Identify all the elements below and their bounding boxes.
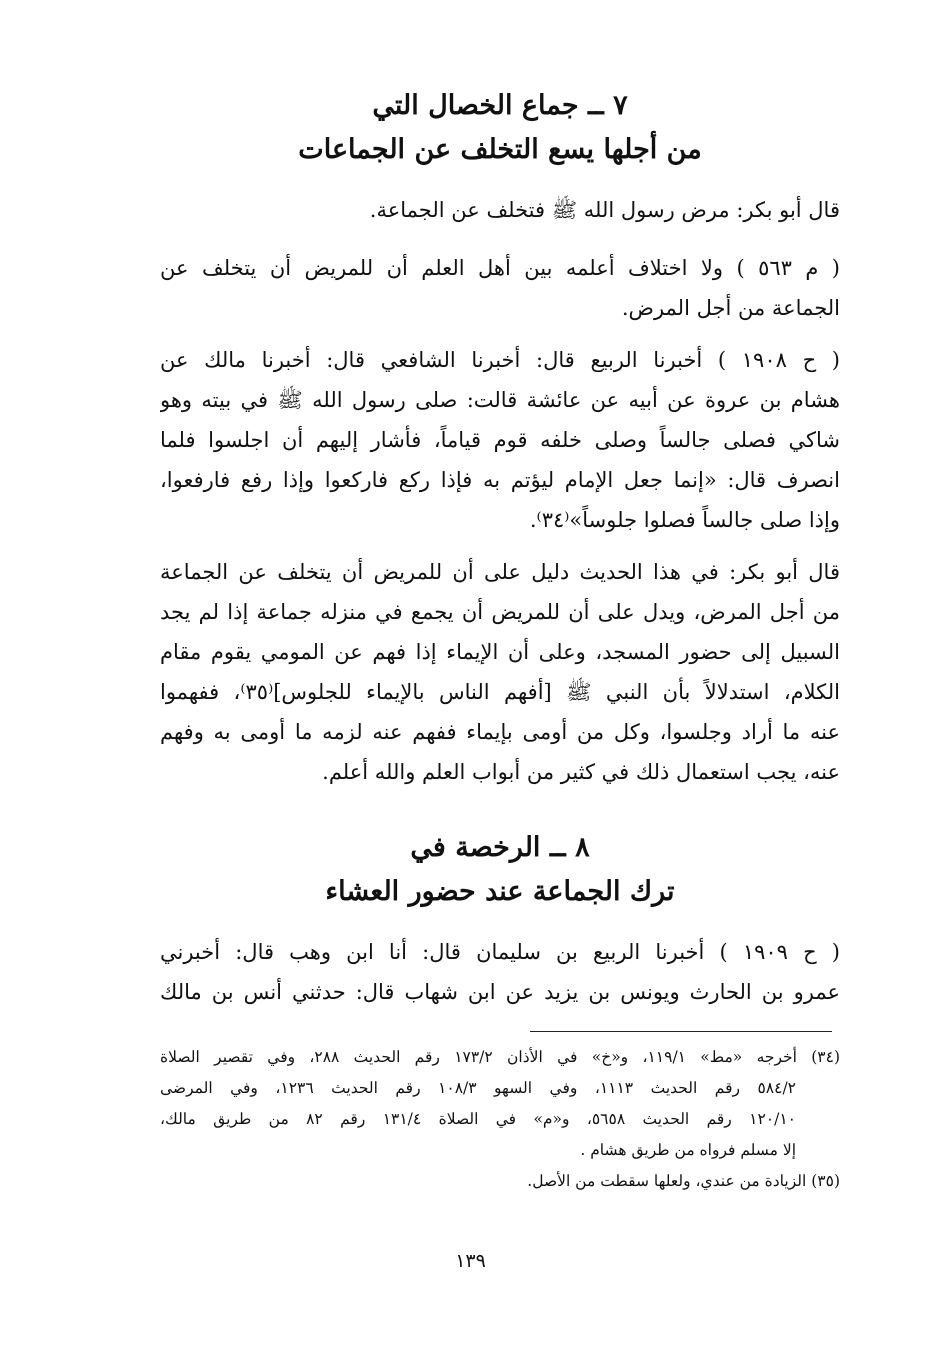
page-number: ١٣٩ <box>455 1250 486 1272</box>
section-8-title-line2: ترك الجماعة عند حضور العشاء <box>325 876 675 907</box>
section-7-title-line1: ٧ ــ جماع الخصال التي <box>372 90 628 121</box>
text-line: عمرو بن الحارث ويونس بن يزيد عن ابن شهاب قال: حدثني أنس بن مالك <box>160 980 840 1004</box>
text-line: الجماعة من أجل المرض. <box>621 296 840 320</box>
footnote-34-line: ١٢٠/١٠ رقم الحديث ٥٦٥٨، و«م» في الصلاة ١٣١/٤ رقم ٨٢ من طريق مالك، <box>160 1110 797 1128</box>
footnotes <box>160 1042 840 1197</box>
footnote-34-line: (٣٤) أخرجه «مط» ١١٩/١، و«خ» في الأذان ١٧٣/٢ رقم الحديث ٢٨٨، وفي تقصير الصلاة <box>160 1048 840 1066</box>
text-line: انصرف قال: «إنما جعل الإمام ليؤتم به فإذا ركع فاركعوا وإذا رفع فارفعوا، <box>160 468 840 492</box>
footnote-35: (٣٥) الزيادة من عندي، ولعلها سقطت من الأصل. <box>527 1172 840 1190</box>
section-8-title-line1: ٨ ــ الرخصة في <box>410 832 590 863</box>
text-line: ( ح ١٩٠٨ ) أخبرنا الربيع قال: أخبرنا الشافعي قال: أخبرنا مالك عن <box>160 348 840 372</box>
text-line: ( ح ١٩٠٩ ) أخبرنا الربيع بن سليمان قال: أنا ابن وهب قال: أخبرني <box>160 940 840 964</box>
text-line: قال أبو بكر: في هذا الحديث دليل على أن للمريض أن يتخلف عن الجماعة <box>160 560 840 584</box>
text-line: هشام بن عروة عن أبيه عن عائشة قالت: صلى رسول الله ﷺ في بيته وهو <box>160 388 840 412</box>
footnote-separator <box>530 1031 832 1032</box>
text-line: من أجل المرض، ويدل على أن للمريض أن يجمع في منزله جماعة إذا لم يجد <box>160 600 840 624</box>
text-line: السبيل إلى حضور المسجد، وعلى أن الإيماء إذا فهم عن المومي يقوم مقام <box>160 640 840 664</box>
text-line: عنه، يجب استعمال ذلك في كثير من أبواب العلم والله أعلم. <box>322 760 840 784</box>
section-8-heading <box>160 826 840 914</box>
text-line: شاكي فصلى جالساً وصلى خلفه قوم قياماً، فأشار إليهم أن اجلسوا فلما <box>160 428 840 452</box>
footnote-34-line: ٥٨٤/٢ رقم الحديث ١١١٣، وفي السهو ١٠٨/٣ رقم الحديث ١٢٣٦، وفي المرضى <box>160 1079 797 1097</box>
paragraph-2 <box>160 248 840 328</box>
text-line: عنه ما أراد وجلسوا، وكل من أومى بإيماء ففهم عنه لزمه ما أومى به وفهم <box>160 720 840 744</box>
paragraph-1 <box>160 190 840 230</box>
paragraph-4 <box>160 552 840 792</box>
section-7-heading <box>160 84 840 172</box>
footnote-34-line: إلا مسلم فرواه من طريق هشام . <box>580 1141 796 1159</box>
section-7-title-line2: من أجلها يسع التخلف عن الجماعات <box>298 134 702 165</box>
text-line: ( م ٥٦٣ ) ولا اختلاف أعلمه بين أهل العلم أن للمريض أن يتخلف عن <box>160 256 840 280</box>
text-line: قال أبو بكر: مرض رسول الله ﷺ فتخلف عن الجماعة. <box>369 198 840 222</box>
text-line: الكلام، استدلالاً بأن النبي ﷺ [أفهم الناس بالإيماء للجلوس]⁽٣٥⁾، ففهموا <box>160 680 840 704</box>
paragraph-3-hadith-1908 <box>160 340 840 540</box>
text-line: وإذا صلى جالساً فصلوا جلوساً»⁽٣٤⁾. <box>529 508 840 532</box>
paragraph-5-hadith-1909 <box>160 932 840 1012</box>
